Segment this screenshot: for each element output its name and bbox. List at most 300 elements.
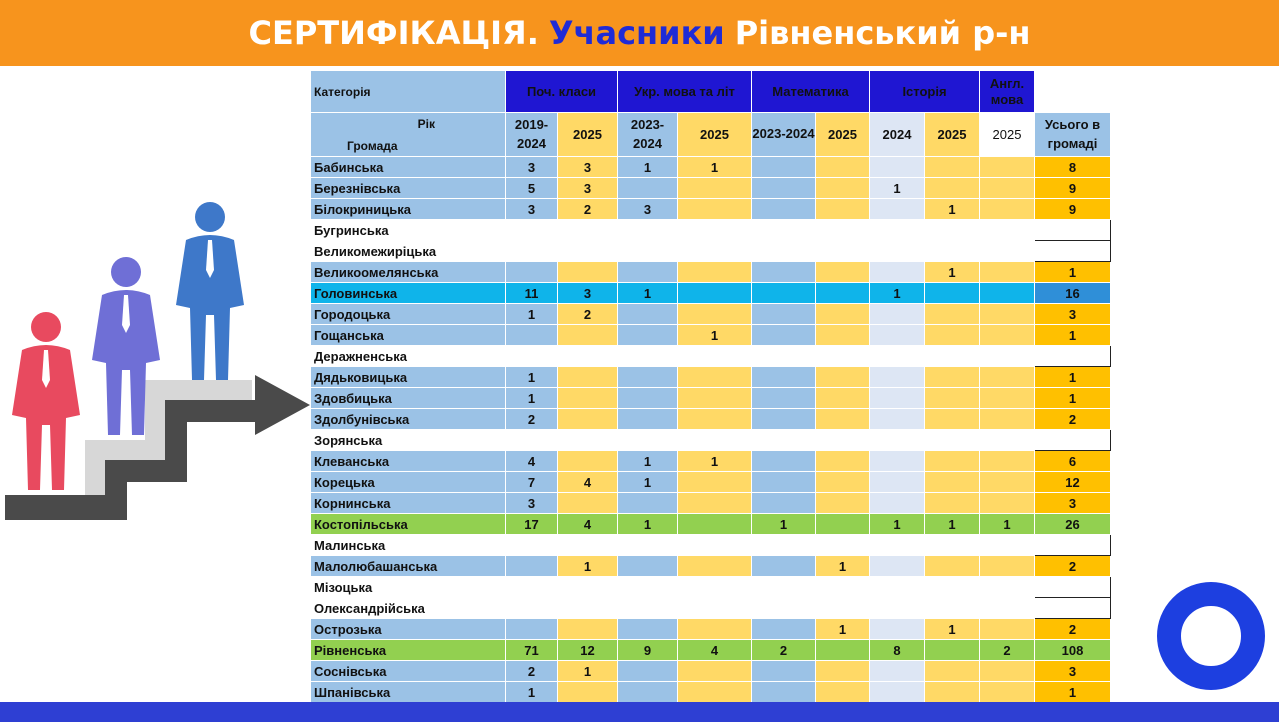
row-total-cell xyxy=(1035,577,1111,598)
table-row xyxy=(311,430,1111,451)
value-cell xyxy=(678,346,752,367)
value-cell: 9 xyxy=(618,640,678,661)
row-total-cell: 9 xyxy=(1035,199,1111,220)
value-cell xyxy=(980,241,1035,262)
value-cell: 11 xyxy=(506,283,558,304)
value-cell xyxy=(816,661,870,682)
group-header-english: Англ. мова xyxy=(980,71,1035,113)
value-cell xyxy=(678,619,752,640)
community-name: Здовбицька xyxy=(311,388,506,409)
value-cell xyxy=(678,178,752,199)
table-row xyxy=(311,199,1111,220)
value-cell xyxy=(816,241,870,262)
row-total-cell: 1 xyxy=(1035,367,1111,388)
value-cell xyxy=(618,262,678,283)
value-cell xyxy=(816,346,870,367)
value-cell xyxy=(678,409,752,430)
value-cell xyxy=(752,304,816,325)
value-cell xyxy=(618,493,678,514)
value-cell: 2 xyxy=(506,409,558,430)
value-cell xyxy=(678,493,752,514)
value-cell xyxy=(752,346,816,367)
value-cell xyxy=(752,199,816,220)
community-name: Бабинська xyxy=(311,157,506,178)
value-cell xyxy=(870,577,925,598)
value-cell xyxy=(678,535,752,556)
row-total-cell: 16 xyxy=(1035,283,1111,304)
category-header: Категорія xyxy=(311,71,506,113)
community-name: Білокриницька xyxy=(311,199,506,220)
value-cell xyxy=(506,241,558,262)
value-cell xyxy=(752,661,816,682)
value-cell xyxy=(980,283,1035,304)
value-cell xyxy=(678,514,752,535)
value-cell xyxy=(752,430,816,451)
row-total-cell: 26 xyxy=(1035,514,1111,535)
value-cell xyxy=(618,367,678,388)
value-cell xyxy=(506,430,558,451)
table-row xyxy=(311,556,1111,577)
table-row xyxy=(311,577,1111,598)
value-cell xyxy=(870,199,925,220)
value-cell xyxy=(678,598,752,619)
value-cell: 3 xyxy=(506,493,558,514)
value-cell xyxy=(752,598,816,619)
value-cell xyxy=(980,598,1035,619)
value-cell xyxy=(558,325,618,346)
title-part-certification: СЕРТИФІКАЦІЯ. xyxy=(248,14,539,52)
value-cell xyxy=(925,409,980,430)
community-name: Деражненська xyxy=(311,346,506,367)
row-total-cell: 1 xyxy=(1035,262,1111,283)
value-cell xyxy=(980,262,1035,283)
value-cell xyxy=(506,619,558,640)
value-cell xyxy=(678,304,752,325)
value-cell: 12 xyxy=(558,640,618,661)
value-cell: 3 xyxy=(618,199,678,220)
value-cell xyxy=(980,430,1035,451)
value-cell xyxy=(678,199,752,220)
row-total-cell: 3 xyxy=(1035,493,1111,514)
value-cell xyxy=(558,220,618,241)
value-cell xyxy=(816,388,870,409)
community-name: Городоцька xyxy=(311,304,506,325)
table-row xyxy=(311,619,1111,640)
table-row xyxy=(311,535,1111,556)
value-cell xyxy=(816,430,870,451)
value-cell: 1 xyxy=(925,199,980,220)
value-cell xyxy=(870,157,925,178)
value-cell xyxy=(752,619,816,640)
value-cell xyxy=(925,346,980,367)
value-cell xyxy=(558,493,618,514)
row-total-cell xyxy=(1035,346,1111,367)
table-row xyxy=(311,157,1111,178)
value-cell xyxy=(678,472,752,493)
value-cell xyxy=(618,409,678,430)
value-cell xyxy=(558,577,618,598)
value-cell xyxy=(980,220,1035,241)
community-name: Головинська xyxy=(311,283,506,304)
value-cell xyxy=(980,682,1035,703)
table-row xyxy=(311,493,1111,514)
value-cell xyxy=(870,493,925,514)
value-cell xyxy=(752,157,816,178)
table-row xyxy=(311,220,1111,241)
value-cell: 5 xyxy=(506,178,558,199)
value-cell xyxy=(618,682,678,703)
value-cell xyxy=(506,577,558,598)
year-header: 2025 xyxy=(925,113,980,157)
community-name: Рівненська xyxy=(311,640,506,661)
value-cell: 1 xyxy=(558,661,618,682)
year-header: 2019-2024 xyxy=(506,113,558,157)
value-cell xyxy=(870,451,925,472)
year-header: 2023-2024 xyxy=(752,113,816,157)
table-row xyxy=(311,661,1111,682)
year-community-header xyxy=(311,113,506,157)
value-cell xyxy=(816,220,870,241)
value-cell xyxy=(558,367,618,388)
group-header-history: Історія xyxy=(870,71,980,113)
value-cell: 1 xyxy=(678,451,752,472)
value-cell: 1 xyxy=(506,367,558,388)
table-row xyxy=(311,640,1111,661)
row-total-cell: 108 xyxy=(1035,640,1111,661)
value-cell xyxy=(752,535,816,556)
value-cell xyxy=(618,388,678,409)
community-name: Мізоцька xyxy=(311,577,506,598)
value-cell xyxy=(752,367,816,388)
value-cell xyxy=(925,661,980,682)
value-cell xyxy=(506,262,558,283)
header-row-categories xyxy=(311,71,1111,113)
value-cell xyxy=(618,220,678,241)
value-cell xyxy=(678,577,752,598)
value-cell xyxy=(678,556,752,577)
value-cell xyxy=(925,367,980,388)
value-cell xyxy=(870,220,925,241)
value-cell: 1 xyxy=(506,388,558,409)
value-cell xyxy=(678,241,752,262)
community-name: Здолбунівська xyxy=(311,409,506,430)
value-cell: 1 xyxy=(506,304,558,325)
table-row xyxy=(311,283,1111,304)
value-cell xyxy=(980,409,1035,430)
value-cell xyxy=(980,472,1035,493)
value-cell xyxy=(752,682,816,703)
value-cell xyxy=(980,577,1035,598)
value-cell xyxy=(925,220,980,241)
value-cell xyxy=(506,556,558,577)
header-empty-cell xyxy=(1035,71,1111,113)
value-cell xyxy=(678,262,752,283)
certification-participants-table xyxy=(310,70,1111,722)
community-name: Малинська xyxy=(311,535,506,556)
table-row xyxy=(311,262,1111,283)
value-cell xyxy=(752,409,816,430)
value-cell xyxy=(925,640,980,661)
value-cell xyxy=(870,409,925,430)
value-cell: 4 xyxy=(678,640,752,661)
value-cell xyxy=(752,241,816,262)
value-cell: 1 xyxy=(925,619,980,640)
group-header-primary: Поч. класи xyxy=(506,71,618,113)
value-cell xyxy=(925,682,980,703)
value-cell xyxy=(980,535,1035,556)
value-cell xyxy=(980,157,1035,178)
value-cell: 1 xyxy=(618,451,678,472)
bottom-bar xyxy=(0,702,1279,722)
value-cell xyxy=(678,661,752,682)
value-cell xyxy=(678,283,752,304)
table-row xyxy=(311,598,1111,619)
value-cell xyxy=(752,283,816,304)
value-cell: 7 xyxy=(506,472,558,493)
community-name: Дядьковицька xyxy=(311,367,506,388)
value-cell xyxy=(870,535,925,556)
value-cell: 17 xyxy=(506,514,558,535)
row-total-cell: 6 xyxy=(1035,451,1111,472)
value-cell xyxy=(558,241,618,262)
value-cell xyxy=(816,178,870,199)
value-cell xyxy=(816,367,870,388)
value-cell: 3 xyxy=(558,178,618,199)
value-cell xyxy=(816,682,870,703)
table-row xyxy=(311,472,1111,493)
value-cell: 1 xyxy=(925,262,980,283)
value-cell: 1 xyxy=(870,514,925,535)
value-cell: 71 xyxy=(506,640,558,661)
value-cell xyxy=(980,304,1035,325)
value-cell xyxy=(870,682,925,703)
value-cell: 8 xyxy=(870,640,925,661)
value-cell xyxy=(752,556,816,577)
value-cell xyxy=(618,241,678,262)
value-cell xyxy=(980,388,1035,409)
row-total-cell: 8 xyxy=(1035,157,1111,178)
row-total-cell: 2 xyxy=(1035,556,1111,577)
value-cell xyxy=(618,325,678,346)
value-cell xyxy=(816,325,870,346)
community-name: Гощанська xyxy=(311,325,506,346)
value-cell: 3 xyxy=(558,157,618,178)
value-cell xyxy=(816,640,870,661)
value-cell xyxy=(925,472,980,493)
table-row xyxy=(311,304,1111,325)
value-cell: 1 xyxy=(870,178,925,199)
value-cell xyxy=(816,199,870,220)
value-cell xyxy=(558,682,618,703)
community-name: Клеванська xyxy=(311,451,506,472)
value-cell xyxy=(618,577,678,598)
value-cell xyxy=(752,577,816,598)
community-name: Зорянська xyxy=(311,430,506,451)
row-total-cell xyxy=(1035,430,1111,451)
value-cell xyxy=(618,661,678,682)
value-cell xyxy=(925,451,980,472)
row-total-cell: 2 xyxy=(1035,619,1111,640)
value-cell xyxy=(752,262,816,283)
community-name: Великоомелянська xyxy=(311,262,506,283)
value-cell xyxy=(870,430,925,451)
value-cell xyxy=(925,577,980,598)
value-cell xyxy=(816,451,870,472)
table-row xyxy=(311,325,1111,346)
row-total-cell: 2 xyxy=(1035,409,1111,430)
table-row xyxy=(311,514,1111,535)
value-cell xyxy=(980,178,1035,199)
value-cell: 1 xyxy=(925,514,980,535)
community-name: Олександрійська xyxy=(311,598,506,619)
value-cell xyxy=(816,472,870,493)
community-name: Корецька xyxy=(311,472,506,493)
value-cell xyxy=(870,556,925,577)
row-total-cell: 1 xyxy=(1035,325,1111,346)
value-cell xyxy=(752,178,816,199)
value-cell: 2 xyxy=(558,199,618,220)
community-name: Костопільська xyxy=(311,514,506,535)
value-cell xyxy=(752,493,816,514)
row-total-cell: 3 xyxy=(1035,304,1111,325)
table-row xyxy=(311,451,1111,472)
career-ladder-illustration xyxy=(0,190,320,530)
row-total-cell xyxy=(1035,535,1111,556)
community-name: Корнинська xyxy=(311,493,506,514)
value-cell xyxy=(925,157,980,178)
value-cell: 4 xyxy=(506,451,558,472)
value-cell xyxy=(925,430,980,451)
value-cell xyxy=(752,220,816,241)
value-cell xyxy=(816,157,870,178)
blue-person-icon xyxy=(176,202,244,380)
community-name: Острозька xyxy=(311,619,506,640)
value-cell xyxy=(816,493,870,514)
header-row-years xyxy=(311,113,1111,157)
value-cell: 1 xyxy=(618,283,678,304)
value-cell xyxy=(558,451,618,472)
value-cell xyxy=(678,682,752,703)
value-cell: 4 xyxy=(558,514,618,535)
value-cell: 2 xyxy=(558,304,618,325)
value-cell: 2 xyxy=(752,640,816,661)
value-cell xyxy=(980,367,1035,388)
value-cell xyxy=(870,598,925,619)
value-cell: 1 xyxy=(752,514,816,535)
row-total-cell: 9 xyxy=(1035,178,1111,199)
group-header-math: Математика xyxy=(752,71,870,113)
value-cell xyxy=(618,430,678,451)
value-cell xyxy=(816,514,870,535)
value-cell xyxy=(925,283,980,304)
value-cell xyxy=(980,199,1035,220)
red-person-icon xyxy=(12,312,80,490)
value-cell xyxy=(618,178,678,199)
value-cell xyxy=(558,535,618,556)
year-header: 2025 xyxy=(980,113,1035,157)
value-cell xyxy=(870,367,925,388)
community-name: Великомежиріцька xyxy=(311,241,506,262)
value-cell xyxy=(506,346,558,367)
value-cell xyxy=(925,388,980,409)
value-cell xyxy=(870,241,925,262)
value-cell: 1 xyxy=(618,514,678,535)
community-name: Шпанівська xyxy=(311,682,506,703)
value-cell xyxy=(925,598,980,619)
total-header: Усього в громаді xyxy=(1035,113,1111,157)
value-cell: 3 xyxy=(558,283,618,304)
year-header: 2025 xyxy=(558,113,618,157)
value-cell xyxy=(980,619,1035,640)
value-cell xyxy=(558,619,618,640)
value-cell xyxy=(618,535,678,556)
value-cell xyxy=(618,556,678,577)
value-cell: 1 xyxy=(816,556,870,577)
table-row xyxy=(311,409,1111,430)
value-cell xyxy=(558,409,618,430)
table-row xyxy=(311,367,1111,388)
value-cell xyxy=(870,262,925,283)
value-cell xyxy=(558,598,618,619)
value-cell: 3 xyxy=(506,157,558,178)
value-cell xyxy=(980,325,1035,346)
value-cell xyxy=(506,325,558,346)
value-cell xyxy=(925,178,980,199)
value-cell xyxy=(558,388,618,409)
table-row xyxy=(311,388,1111,409)
value-cell xyxy=(752,325,816,346)
value-cell xyxy=(618,304,678,325)
year-header: 2025 xyxy=(678,113,752,157)
value-cell xyxy=(618,619,678,640)
value-cell xyxy=(506,220,558,241)
value-cell xyxy=(925,241,980,262)
table-row xyxy=(311,346,1111,367)
value-cell: 1 xyxy=(980,514,1035,535)
value-cell xyxy=(870,325,925,346)
year-header: 2023-2024 xyxy=(618,113,678,157)
value-cell: 1 xyxy=(870,283,925,304)
value-cell xyxy=(618,598,678,619)
year-header: 2024 xyxy=(870,113,925,157)
value-cell xyxy=(925,325,980,346)
value-cell xyxy=(506,535,558,556)
row-total-cell: 1 xyxy=(1035,682,1111,703)
group-header-ukrainian: Укр. мова та літ xyxy=(618,71,752,113)
value-cell: 1 xyxy=(678,325,752,346)
community-name: Бугринська xyxy=(311,220,506,241)
value-cell: 2 xyxy=(506,661,558,682)
value-cell xyxy=(752,472,816,493)
value-cell xyxy=(925,304,980,325)
title-part-participants: Учасники xyxy=(548,14,725,52)
row-total-cell xyxy=(1035,220,1111,241)
slide-title xyxy=(0,0,1279,66)
value-cell xyxy=(752,388,816,409)
value-cell: 1 xyxy=(618,472,678,493)
row-total-cell xyxy=(1035,598,1111,619)
value-cell xyxy=(870,304,925,325)
value-cell xyxy=(816,304,870,325)
value-cell xyxy=(980,661,1035,682)
table-row xyxy=(311,241,1111,262)
value-cell: 3 xyxy=(506,199,558,220)
value-cell xyxy=(925,535,980,556)
value-cell xyxy=(980,493,1035,514)
value-cell xyxy=(558,430,618,451)
value-cell: 1 xyxy=(618,157,678,178)
value-cell xyxy=(558,346,618,367)
